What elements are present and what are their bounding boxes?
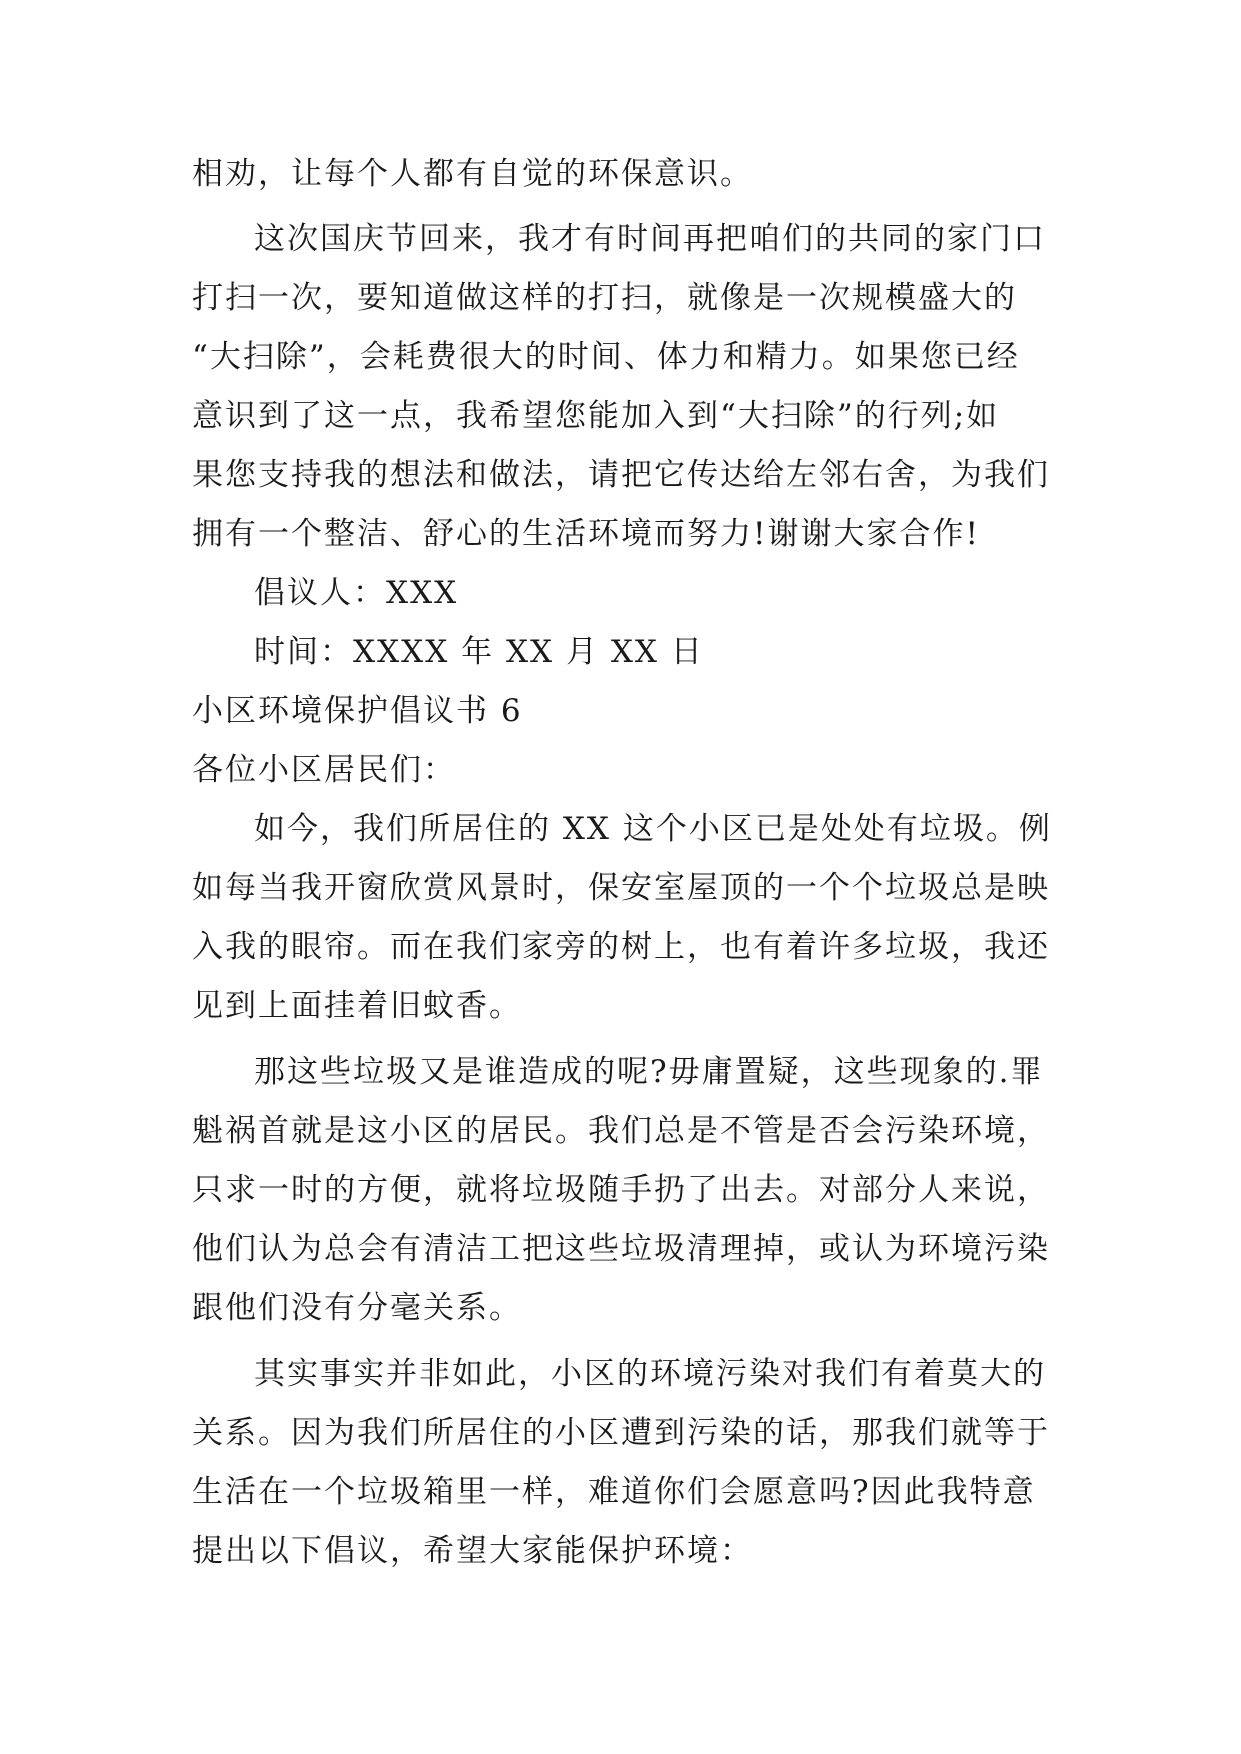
paragraph-line: 相劝，让每个人都有自觉的环保意识。 bbox=[192, 156, 753, 192]
paragraph-line: 意识到了这一点，我希望您能加入到“大扫除”的行列;如 bbox=[192, 398, 1000, 434]
paragraph-line: 关系。因为我们所居住的小区遭到污染的话，那我们就等于 bbox=[192, 1415, 1050, 1451]
section-title: 小区环境保护倡议书 6 bbox=[192, 693, 523, 729]
paragraph-line: 他们认为总会有清洁工把这些垃圾清理掉，或认为环境污染 bbox=[192, 1231, 1050, 1267]
paragraph-line: 见到上面挂着旧蚊香。 bbox=[192, 988, 522, 1024]
paragraph-line: 打扫一次，要知道做这样的打扫，就像是一次规模盛大的 bbox=[192, 280, 1017, 316]
paragraph-line: 魁祸首就是这小区的居民。我们总是不管是否会污染环境， bbox=[192, 1113, 1050, 1149]
paragraph-line: 只求一时的方便，就将垃圾随手扔了出去。对部分人来说， bbox=[192, 1172, 1050, 1208]
paragraph-line: 那这些垃圾又是谁造成的呢?毋庸置疑，这些现象的.罪 bbox=[254, 1054, 1044, 1090]
proposer-line: 倡议人：XXX bbox=[254, 575, 459, 611]
paragraph-line: 拥有一个整洁、舒心的生活环境而努力!谢谢大家合作! bbox=[192, 516, 980, 552]
paragraph-line: 如今，我们所居住的 XX 这个小区已是处处有垃圾。例 bbox=[254, 811, 1052, 847]
paragraph-line: 入我的眼帘。而在我们家旁的树上，也有着许多垃圾，我还 bbox=[192, 929, 1050, 965]
paragraph-line: “大扫除”，会耗费很大的时间、体力和精力。如果您已经 bbox=[192, 339, 1020, 375]
paragraph-line: 果您支持我的想法和做法，请把它传达给左邻右舍，为我们 bbox=[192, 457, 1050, 493]
paragraph-line: 提出以下倡议，希望大家能保护环境： bbox=[192, 1533, 753, 1569]
date-line: 时间：XXXX 年 XX 月 XX 日 bbox=[254, 634, 704, 670]
paragraph-line: 如每当我开窗欣赏风景时，保安室屋顶的一个个垃圾总是映 bbox=[192, 870, 1050, 906]
paragraph-line: 其实事实并非如此，小区的环境污染对我们有着莫大的 bbox=[254, 1356, 1046, 1392]
paragraph-line: 生活在一个垃圾箱里一样，难道你们会愿意吗?因此我特意 bbox=[192, 1474, 1036, 1510]
paragraph-line: 跟他们没有分毫关系。 bbox=[192, 1290, 522, 1326]
paragraph-line: 这次国庆节回来，我才有时间再把咱们的共同的家门口 bbox=[254, 221, 1046, 257]
salutation: 各位小区居民们： bbox=[192, 752, 456, 788]
